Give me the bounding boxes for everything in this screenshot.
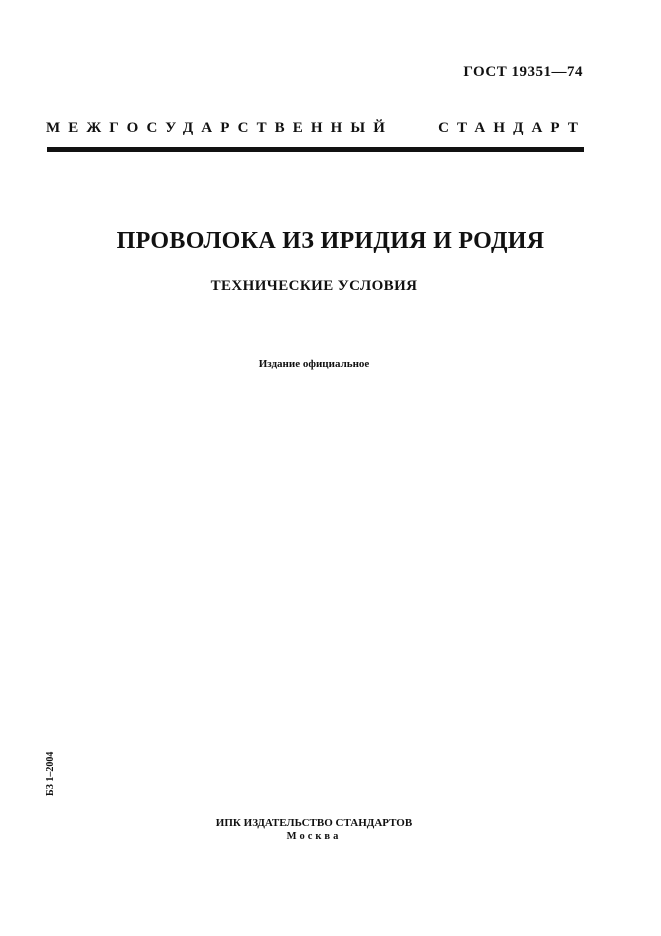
document-title: ПРОВОЛОКА ИЗ ИРИДИЯ И РОДИЯ — [116, 228, 545, 254]
publisher-name: ИПК ИЗДАТЕЛЬСТВО СТАНДАРТОВ — [215, 817, 413, 829]
gost-number: ГОСТ 19351—74 — [463, 64, 583, 80]
document-subtitle: ТЕХНИЧЕСКИЕ УСЛОВИЯ — [210, 278, 418, 294]
interstate-standard-heading — [46, 120, 586, 137]
interstate-word: МЕЖГОСУДАРСТВЕННЫЙ — [46, 120, 394, 136]
edition-label: Издание официальное — [258, 358, 370, 370]
publisher-city: Москва — [286, 831, 342, 842]
side-code: БЗ 1–2004 — [45, 751, 56, 796]
heading-rule — [47, 147, 584, 152]
standard-word: СТАНДАРТ — [438, 120, 586, 136]
